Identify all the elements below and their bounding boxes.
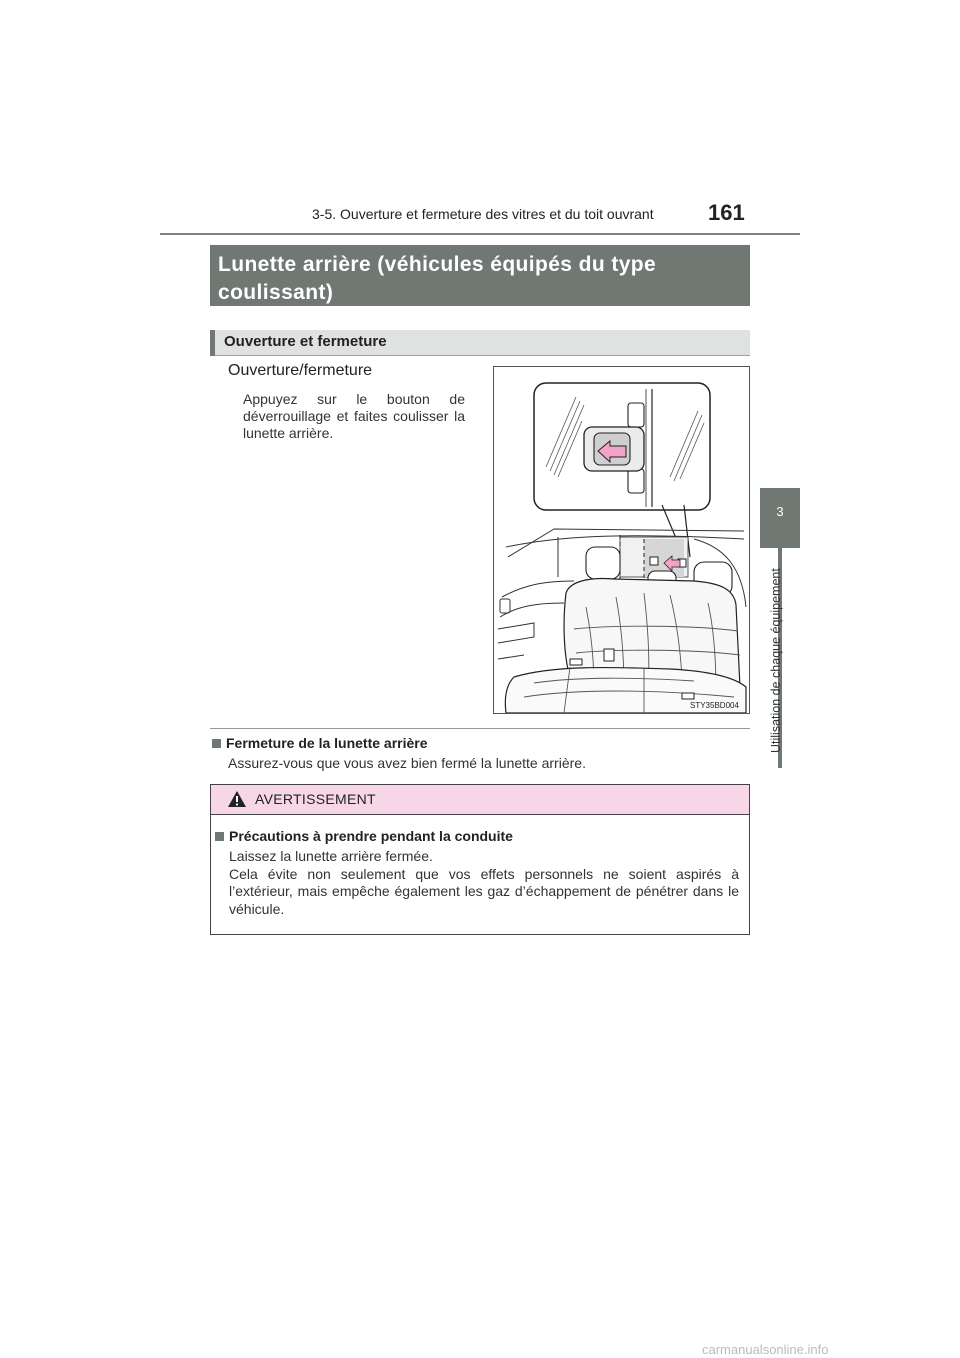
closing-heading-text: Fermeture de la lunette arrière [226, 735, 428, 751]
illustration-drawing [494, 367, 749, 713]
figure-code: STY35BD004 [690, 701, 739, 710]
warning-box [210, 784, 750, 935]
square-bullet-icon [212, 739, 221, 748]
warning-label: AVERTISSEMENT [255, 791, 376, 807]
warning-text [229, 848, 739, 918]
opening-label: Ouverture/fermeture [228, 362, 373, 379]
square-bullet-icon [215, 832, 224, 841]
warning-heading [215, 828, 513, 844]
header-section-title: 3-5. Ouverture et fermeture des vitres et du toit ouvrant [312, 206, 654, 222]
rear-window-illustration [493, 366, 750, 714]
warning-line-1: Laissez la lunette arrière fermée. [229, 848, 433, 864]
warning-header [211, 785, 749, 815]
header-rule [160, 233, 800, 235]
page-title: Lunette arrière (véhicules équipés du type coulissant) [210, 245, 750, 306]
chapter-label: Utilisation de chaque équipement [769, 568, 783, 754]
warning-triangle-icon [227, 790, 247, 808]
subsection-header [210, 330, 750, 356]
warning-heading-text: Précautions à prendre pendant la conduite [229, 828, 513, 844]
opening-instructions: Appuyez sur le bouton de déverrouillage et faites coulisser la lunette arrière. [243, 391, 465, 441]
subsection-accent [210, 330, 215, 356]
page-number: 161 [708, 200, 745, 225]
chapter-number: 3 [776, 504, 784, 519]
closing-text: Assurez-vous que vous avez bien fermé la lunette arrière. [228, 755, 586, 771]
section-divider [210, 728, 750, 729]
warning-line-2: Cela évite non seulement que vos effets personnels ne soient aspirés à l’extérieur, mais empêche également les gaz d’échappement de pénétrer dans le véhicule. [229, 865, 739, 917]
watermark: carmanualsonline.info [702, 1342, 829, 1357]
subsection-title: Ouverture et fermeture [224, 333, 387, 350]
closing-heading [212, 735, 428, 751]
